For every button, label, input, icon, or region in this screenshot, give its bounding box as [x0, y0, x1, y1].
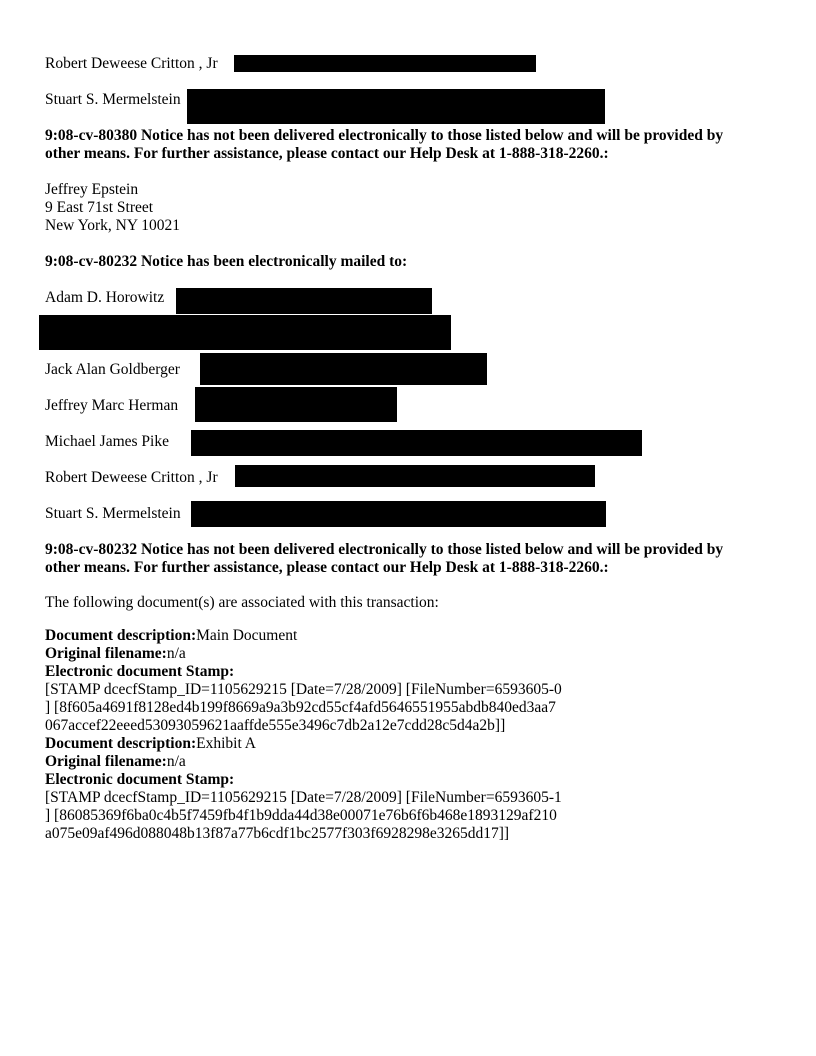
address-name: Jeffrey Epstein [45, 181, 139, 198]
redaction-bar [187, 89, 605, 124]
notice-heading-line: 9:08-cv-80232 Notice has not been delivered electronically to those listed below and will be provided by [45, 541, 724, 558]
description-value: Main Document [196, 627, 298, 644]
redaction-bar [234, 55, 536, 72]
redaction-bar [195, 387, 397, 422]
redaction-bar [176, 288, 432, 314]
original-filename [45, 645, 562, 663]
address-street: 9 East 71st Street [45, 199, 154, 216]
recipient-name: Adam D. Horowitz [45, 289, 165, 306]
recipient-name: Stuart S. Mermelstein [45, 505, 181, 522]
notice-heading-line: 9:08-cv-80380 Notice has not been delivered electronically to those listed below and will be provided by [45, 127, 724, 144]
document-description [45, 735, 562, 753]
filename-label: Original filename: [45, 753, 167, 770]
notice-heading-line: other means. For further assistance, please contact our Help Desk at 1-888-318-2260.: [45, 145, 609, 162]
stamp-label: Electronic document Stamp: [45, 771, 235, 788]
document-description [45, 627, 562, 645]
recipient-name: Robert Deweese Critton , Jr [45, 55, 218, 72]
address-city: New York, NY 10021 [45, 217, 181, 234]
recipient-name: Stuart S. Mermelstein [45, 91, 181, 108]
redaction-bar [39, 315, 451, 350]
description-value: Exhibit A [196, 735, 256, 752]
stamp-line: [STAMP dcecfStamp_ID=1105629215 [Date=7/28/2009] [FileNumber=6593605-1 [45, 789, 562, 806]
transaction-intro: The following document(s) are associated with this transaction: [45, 594, 439, 611]
redaction-bar [200, 353, 487, 385]
filename-value: n/a [166, 753, 186, 770]
notice-heading: 9:08-cv-80232 Notice has been electronically mailed to: [45, 253, 408, 270]
recipient-name: Michael James Pike [45, 433, 169, 450]
stamp-line: [STAMP dcecfStamp_ID=1105629215 [Date=7/28/2009] [FileNumber=6593605-0 [45, 681, 562, 698]
stamp-line: ] [86085369f6ba0c4b5f7459fb4f1b9dda44d38e00071e76b6f6b468e1893129af210 [45, 807, 557, 824]
stamp-line: 067accef22eeed53093059621aaffde555e3496c7db2a12e7cdd28c5d4a2b]] [45, 717, 506, 734]
recipient-name: Jack Alan Goldberger [45, 361, 180, 378]
redaction-bar [191, 501, 606, 527]
description-label: Document description: [45, 735, 197, 752]
document-entry [45, 627, 562, 735]
stamp-label: Electronic document Stamp: [45, 663, 235, 680]
document-entry [45, 735, 562, 843]
stamp-line: a075e09af496d088048b13f87a77b6cdf1bc2577f303f6928298e3265dd17]] [45, 825, 510, 842]
redaction-bar [235, 465, 595, 487]
original-filename [45, 753, 562, 771]
recipient-name: Robert Deweese Critton , Jr [45, 469, 218, 486]
redaction-bar [191, 430, 642, 456]
recipient-name: Jeffrey Marc Herman [45, 397, 179, 414]
filename-label: Original filename: [45, 645, 167, 662]
description-label: Document description: [45, 627, 197, 644]
notice-heading-line: other means. For further assistance, please contact our Help Desk at 1-888-318-2260.: [45, 559, 609, 576]
stamp-line: ] [8f605a4691f8128ed4b199f8669a9a3b92cd55cf4afd5646551955abdb840ed3aa7 [45, 699, 556, 716]
filename-value: n/a [166, 645, 186, 662]
